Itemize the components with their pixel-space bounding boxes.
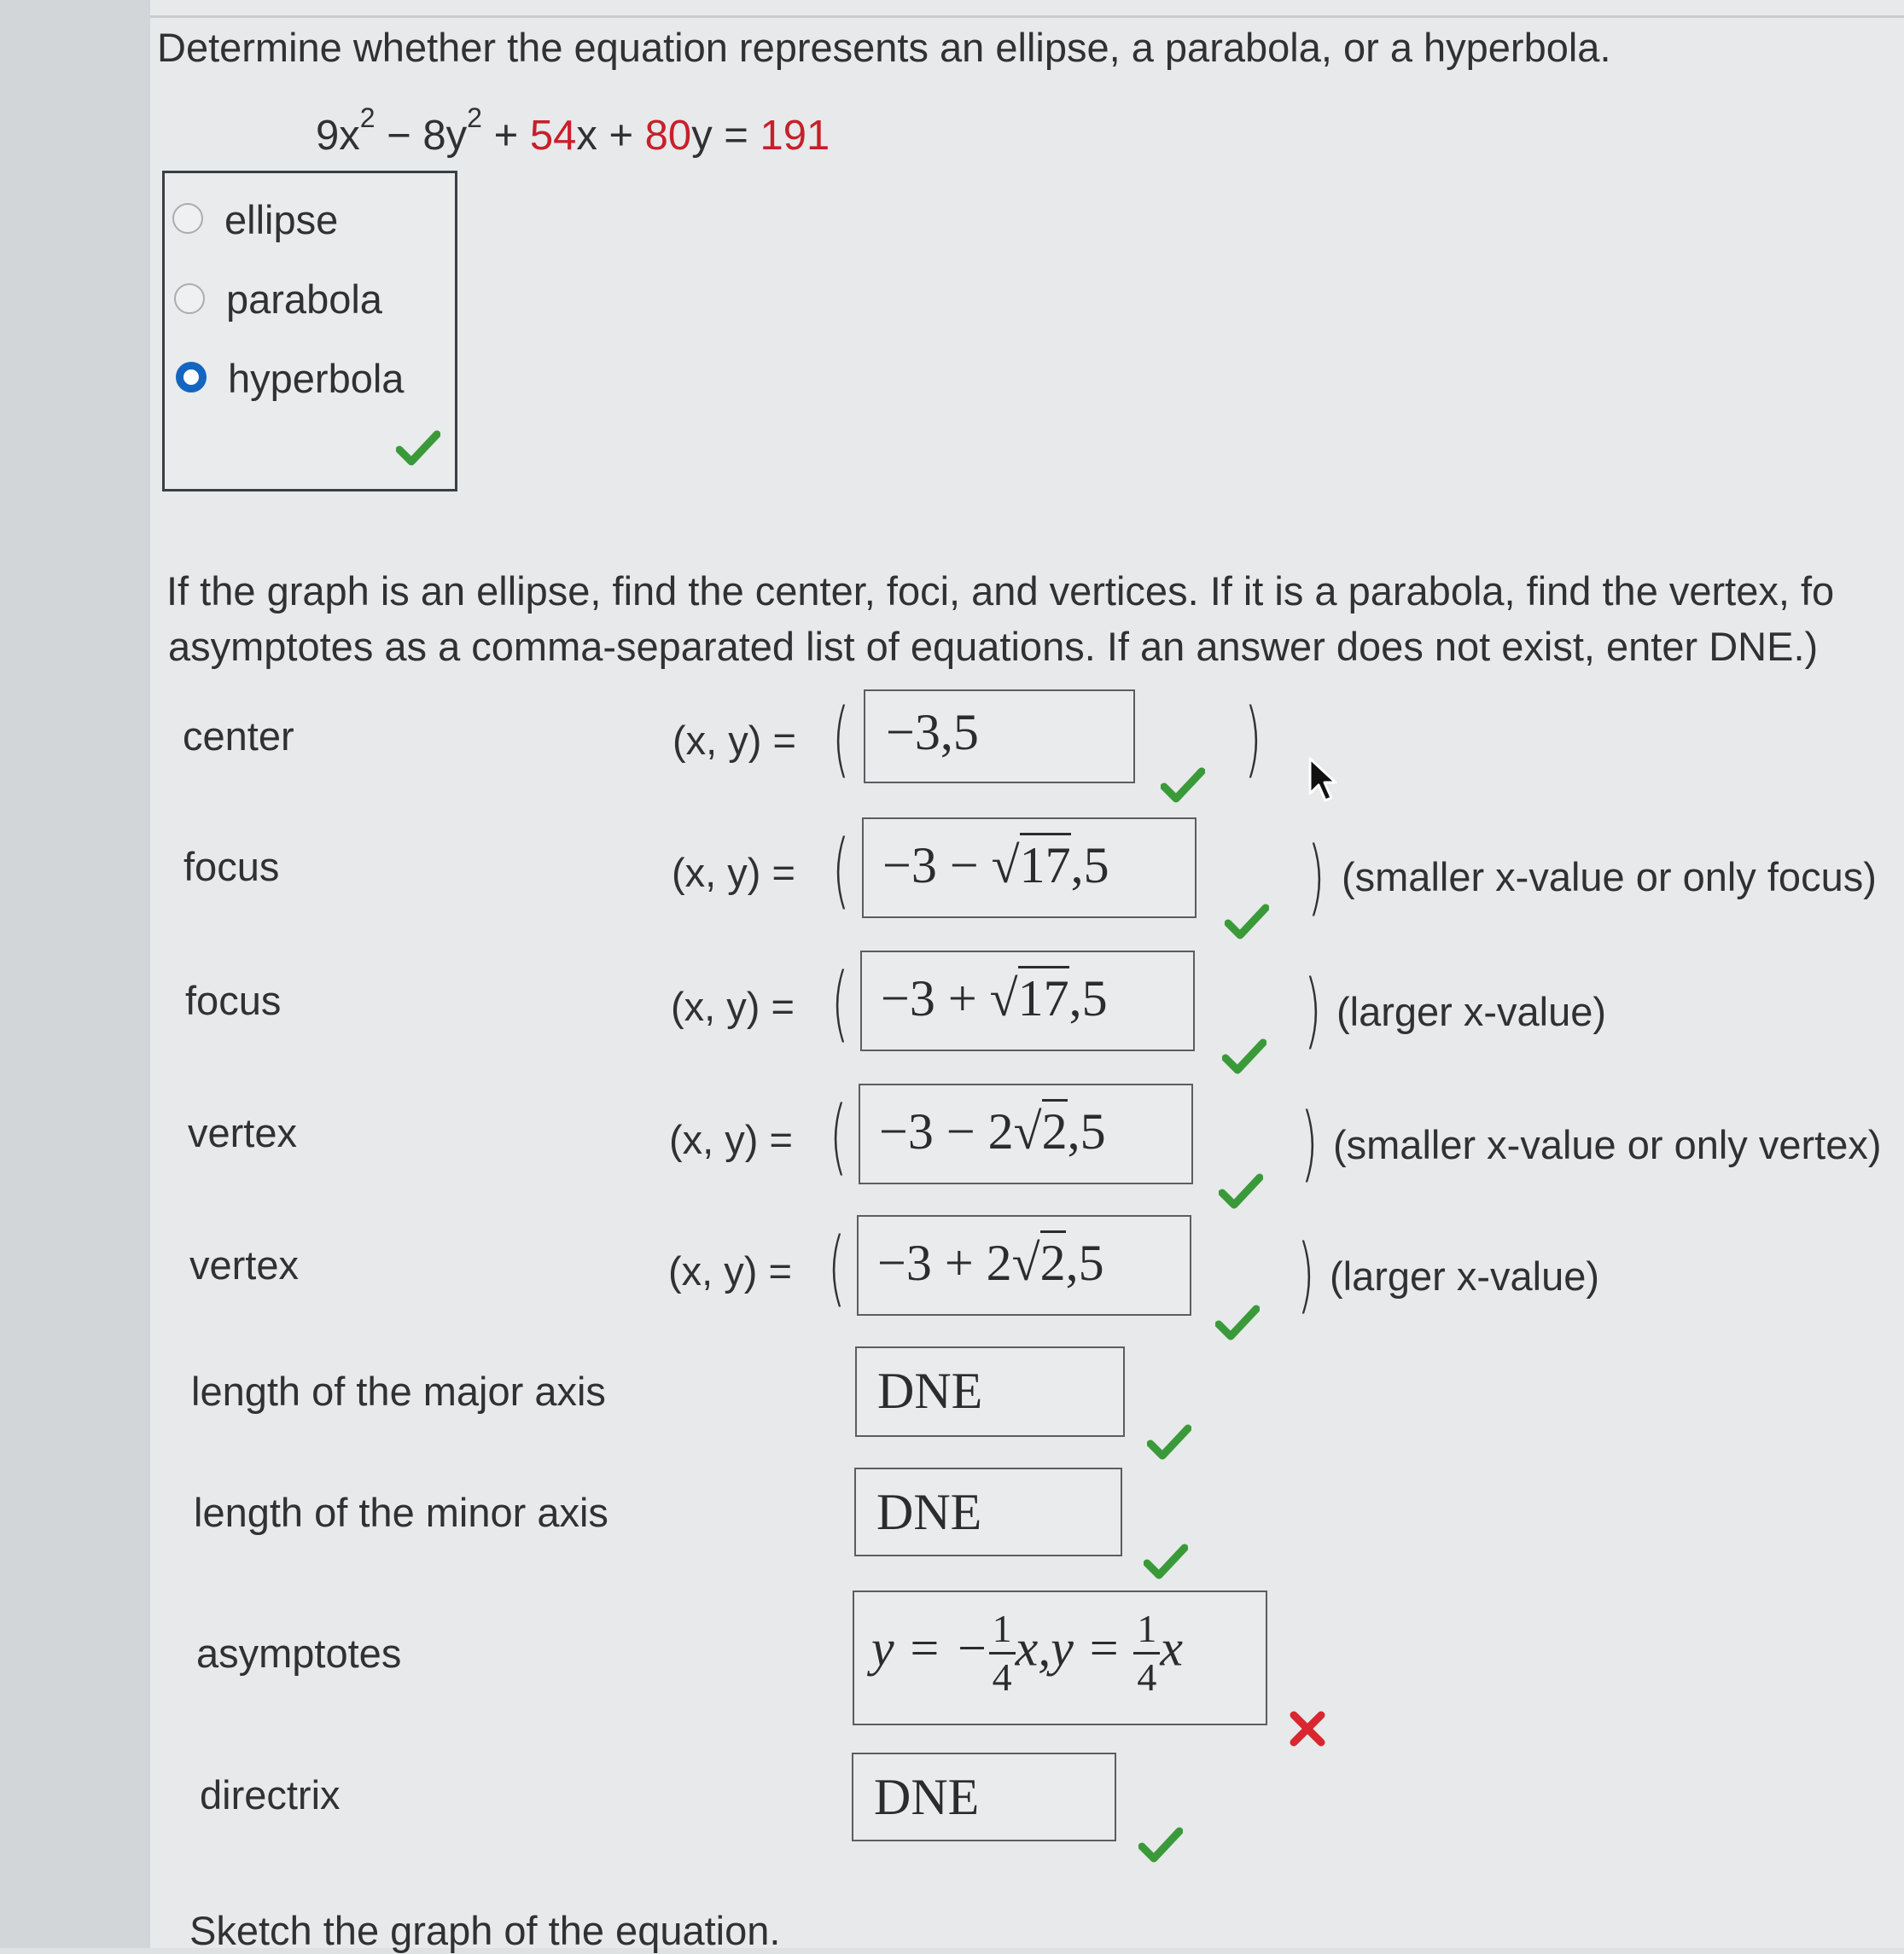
eq-term: − 8y	[375, 113, 468, 159]
row-label-minor-axis: length of the minor axis	[194, 1490, 608, 1535]
x-mark-icon	[1289, 1710, 1326, 1748]
eq-term: x +	[576, 113, 645, 159]
focus-1-note: (smaller x-value or only focus)	[1342, 854, 1877, 899]
left-gutter	[0, 0, 153, 1948]
row-label-vertex: vertex	[189, 1242, 299, 1288]
asymptotes-input[interactable]	[853, 1591, 1267, 1725]
option-parabola-label[interactable]: parabola	[226, 276, 382, 322]
radicand: 17	[1020, 833, 1071, 893]
eq-exponent: 2	[467, 102, 482, 133]
vertex-1-note: (smaller x-value or only vertex)	[1333, 1122, 1882, 1167]
directrix-input[interactable]	[852, 1753, 1116, 1841]
divider	[150, 15, 1904, 18]
open-paren: (	[830, 1089, 847, 1184]
focus-1-value	[882, 836, 1109, 895]
close-paren: )	[1301, 1096, 1319, 1191]
eq-coefficient: 80	[644, 113, 692, 159]
question-prompt: Determine whether the equation represents an ellipse, a parabola, or a hyperbola.	[157, 25, 1611, 70]
row-label-asymptotes: asymptotes	[196, 1631, 402, 1676]
check-icon	[1225, 903, 1269, 940]
close-paren: )	[1307, 829, 1325, 925]
check-icon	[1215, 1304, 1260, 1341]
radio-hyperbola[interactable]	[176, 362, 207, 393]
check-icon	[1161, 766, 1205, 804]
option-ellipse-label[interactable]: ellipse	[224, 197, 339, 242]
numerator: 1	[989, 1609, 1016, 1655]
asymptotes-value	[871, 1609, 1183, 1697]
radicand: 2	[1040, 1230, 1066, 1291]
focus-2-note: (larger x-value)	[1336, 989, 1607, 1034]
value-part: ,5	[1067, 1103, 1106, 1160]
radio-parabola[interactable]	[174, 283, 205, 314]
value-part: −3 + √	[881, 970, 1018, 1026]
major-axis-value: DNE	[877, 1363, 983, 1419]
radio-ellipse[interactable]	[172, 203, 203, 234]
vertex-2-input[interactable]	[857, 1215, 1191, 1316]
check-icon	[1144, 1543, 1188, 1580]
fraction	[989, 1609, 1016, 1697]
value-part: −3 + 2√	[877, 1235, 1040, 1291]
eq-coefficient: 54	[529, 113, 577, 159]
center-value: −3,5	[886, 704, 979, 760]
open-paren: (	[832, 823, 850, 918]
eq-term: +	[481, 113, 530, 159]
check-icon	[396, 429, 440, 467]
center-input[interactable]	[864, 689, 1135, 783]
radicand: 17	[1018, 966, 1069, 1026]
minor-axis-value: DNE	[876, 1484, 982, 1540]
close-paren: )	[1297, 1227, 1315, 1323]
check-icon	[1147, 1423, 1191, 1461]
vertex-2-value	[877, 1234, 1104, 1293]
row-label-focus: focus	[183, 844, 280, 889]
eq-term: y =	[691, 113, 760, 159]
value-part: x,y =	[1015, 1620, 1134, 1677]
coord-label: (x, y) =	[668, 1248, 792, 1294]
equation	[316, 102, 830, 160]
value-part: ,5	[1065, 1235, 1104, 1291]
eq-term: 9x	[316, 113, 360, 159]
denominator: 4	[1137, 1655, 1157, 1699]
check-icon	[1138, 1826, 1183, 1864]
close-paren: )	[1304, 962, 1322, 1058]
directrix-value: DNE	[874, 1769, 980, 1825]
minor-axis-input[interactable]	[854, 1468, 1122, 1556]
vertex-1-input[interactable]	[859, 1084, 1193, 1184]
major-axis-input[interactable]	[855, 1346, 1125, 1437]
open-paren: (	[831, 956, 849, 1051]
coord-label: (x, y) =	[672, 850, 795, 895]
value-part: y = −	[871, 1620, 989, 1677]
fraction	[1133, 1609, 1160, 1697]
value-part: x	[1160, 1620, 1183, 1677]
option-hyperbola-label[interactable]: hyperbola	[228, 356, 405, 401]
coord-label: (x, y) =	[673, 718, 796, 763]
value-part: ,5	[1070, 837, 1109, 893]
numerator: 1	[1133, 1609, 1160, 1655]
instructions-line-1: If the graph is an ellipse, find the center, foci, and vertices. If it is a parabola, find the vertex, fo	[166, 568, 1835, 614]
radicand: 2	[1042, 1099, 1068, 1160]
eq-exponent: 2	[359, 102, 376, 133]
coord-label: (x, y) =	[669, 1117, 793, 1162]
focus-2-input[interactable]	[860, 951, 1195, 1051]
mouse-cursor-icon	[1307, 756, 1338, 808]
eq-constant: 191	[760, 113, 830, 159]
vertex-1-value	[879, 1102, 1106, 1161]
focus-1-input[interactable]	[862, 817, 1197, 918]
row-label-vertex: vertex	[188, 1110, 297, 1155]
check-icon	[1222, 1038, 1266, 1075]
row-label-directrix: directrix	[200, 1772, 341, 1817]
row-label-major-axis: length of the major axis	[191, 1369, 606, 1414]
focus-2-value	[881, 969, 1108, 1028]
value-part: −3 − √	[882, 837, 1020, 893]
check-icon	[1219, 1172, 1263, 1210]
close-paren: )	[1244, 691, 1262, 787]
coord-label: (x, y) =	[671, 984, 795, 1029]
row-label-focus: focus	[185, 978, 282, 1023]
open-paren: (	[828, 1220, 846, 1316]
value-part: ,5	[1068, 970, 1108, 1026]
denominator: 4	[992, 1655, 1012, 1699]
row-label-center: center	[183, 713, 294, 759]
vertex-2-note: (larger x-value)	[1330, 1253, 1600, 1299]
instructions-line-2: asymptotes as a comma-separated list of equations. If an answer does not exist, enter DNE.)	[168, 624, 1819, 669]
sketch-prompt: Sketch the graph of the equation.	[189, 1908, 781, 1953]
open-paren: (	[832, 691, 850, 787]
value-part: −3 − 2√	[879, 1103, 1042, 1160]
